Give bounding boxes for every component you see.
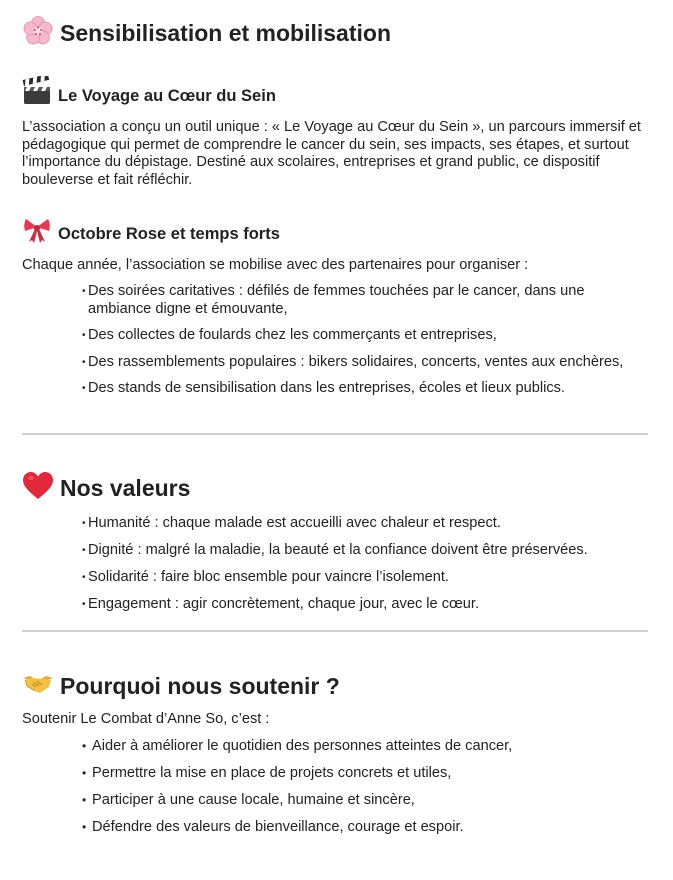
section-divider — [22, 630, 648, 632]
cherry-blossom-icon — [22, 15, 54, 47]
soutenir-heading — [22, 668, 340, 700]
section-divider — [22, 433, 648, 435]
list-item: • Des rassemblements populaires : bikers solidaires, concerts, ventes aux enchères, — [82, 354, 642, 372]
list-item: • Engagement : agir concrètement, chaque jour, avec le cœur. — [82, 596, 652, 614]
soutenir-intro: Soutenir Le Combat d’Anne So, c’est : — [22, 711, 270, 727]
valeurs-title: Nos valeurs — [60, 475, 191, 501]
list-item: • Des soirées caritatives : défilés de femmes touchées par le cancer, dans une ambiance digne et émouvante, — [82, 283, 642, 318]
list-item: • Des stands de sensibilisation dans les entreprises, écoles et lieux publics. — [82, 380, 642, 398]
soutenir-title: Pourquoi nous soutenir ? — [60, 673, 340, 699]
octobre-heading — [22, 214, 280, 244]
voyage-title: Le Voyage au Cœur du Sein — [58, 87, 276, 105]
valeurs-heading — [22, 470, 190, 502]
section-awareness-heading — [22, 15, 391, 47]
clapper-board-icon — [22, 76, 52, 106]
valeurs-list — [82, 515, 652, 614]
section-awareness-title: Sensibilisation et mobilisation — [60, 20, 391, 46]
soutenir-list — [82, 738, 642, 837]
octobre-intro: Chaque année, l’association se mobilise avec des partenaires pour organiser : — [22, 257, 529, 273]
list-item: • Défendre des valeurs de bienveillance, courage et espoir. — [82, 819, 642, 837]
red-heart-icon — [22, 470, 54, 502]
list-item: • Humanité : chaque malade est accueilli avec chaleur et respect. — [82, 515, 652, 533]
octobre-list — [82, 283, 642, 398]
list-item: • Permettre la mise en place de projets concrets et utiles, — [82, 765, 642, 783]
list-item: • Aider à améliorer le quotidien des personnes atteintes de cancer, — [82, 738, 642, 756]
list-item: • Des collectes de foulards chez les commerçants et entreprises, — [82, 327, 642, 345]
list-item: • Solidarité : faire bloc ensemble pour vaincre l’isolement. — [82, 569, 652, 587]
ribbon-icon — [22, 214, 52, 244]
list-item: • Dignité : malgré la maladie, la beauté et la confiance doivent être préservées. — [82, 542, 652, 560]
handshake-icon — [22, 668, 54, 700]
octobre-title: Octobre Rose et temps forts — [58, 225, 280, 243]
voyage-heading — [22, 76, 276, 106]
voyage-paragraph: L’association a conçu un outil unique : « Le Voyage au Cœur du Sein », un parcours immersif et pédagogique qui permet de comprendre le cancer du sein, ses impacts, ses étapes, et surtout l’importance du dépistage. Destiné aux scolaires, entreprises et grand public, ce dispositif bouleverse et fait réfléchir. — [22, 119, 641, 188]
list-item: • Participer à une cause locale, humaine et sincère, — [82, 792, 642, 810]
